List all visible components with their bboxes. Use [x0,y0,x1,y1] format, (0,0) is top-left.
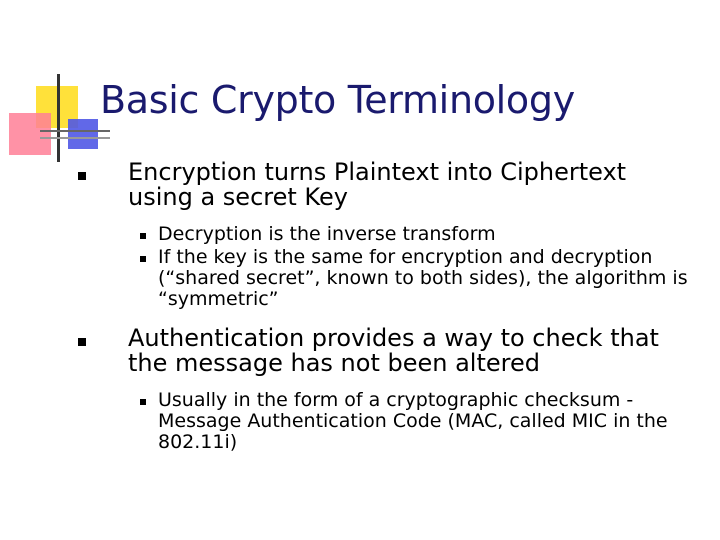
square-bullet-icon [140,399,146,405]
subbullet-mac [78,390,698,453]
bullet-text: Encryption turns Plaintext into Ciphertext using a secret Key [128,158,627,211]
subbullet-text: If the key is the same for encryption and decryption (“shared secret”, known to both sides), the algorithm is “symmetric” [158,246,688,310]
bullet-encryption [78,160,698,210]
subbullet-text: Usually in the form of a cryptographic checksum - Message Authentication Code (MAC, called MIC in the 802.11i) [158,389,668,453]
bullet-text: Authentication provides a way to check that the message has not been altered [128,324,659,377]
bullet-authentication [78,326,698,376]
slide-content [78,160,698,455]
subbullet-list-authentication [78,390,698,453]
square-bullet-icon [78,338,86,346]
horizontal-rule [40,130,110,132]
vertical-rule [57,74,60,162]
blue-square-shape [68,119,98,149]
square-bullet-icon [140,256,146,262]
decorative-squares-logo [0,0,110,165]
slide-title: Basic Crypto Terminology [100,78,575,122]
square-bullet-icon [78,172,86,180]
subbullet-symmetric [78,247,698,310]
subbullet-list-encryption [78,224,698,310]
pink-square-shape [9,113,51,155]
subbullet-text: Decryption is the inverse transform [158,223,496,245]
horizontal-rule-secondary [40,137,110,139]
subbullet-decryption [78,224,698,245]
square-bullet-icon [140,233,146,239]
